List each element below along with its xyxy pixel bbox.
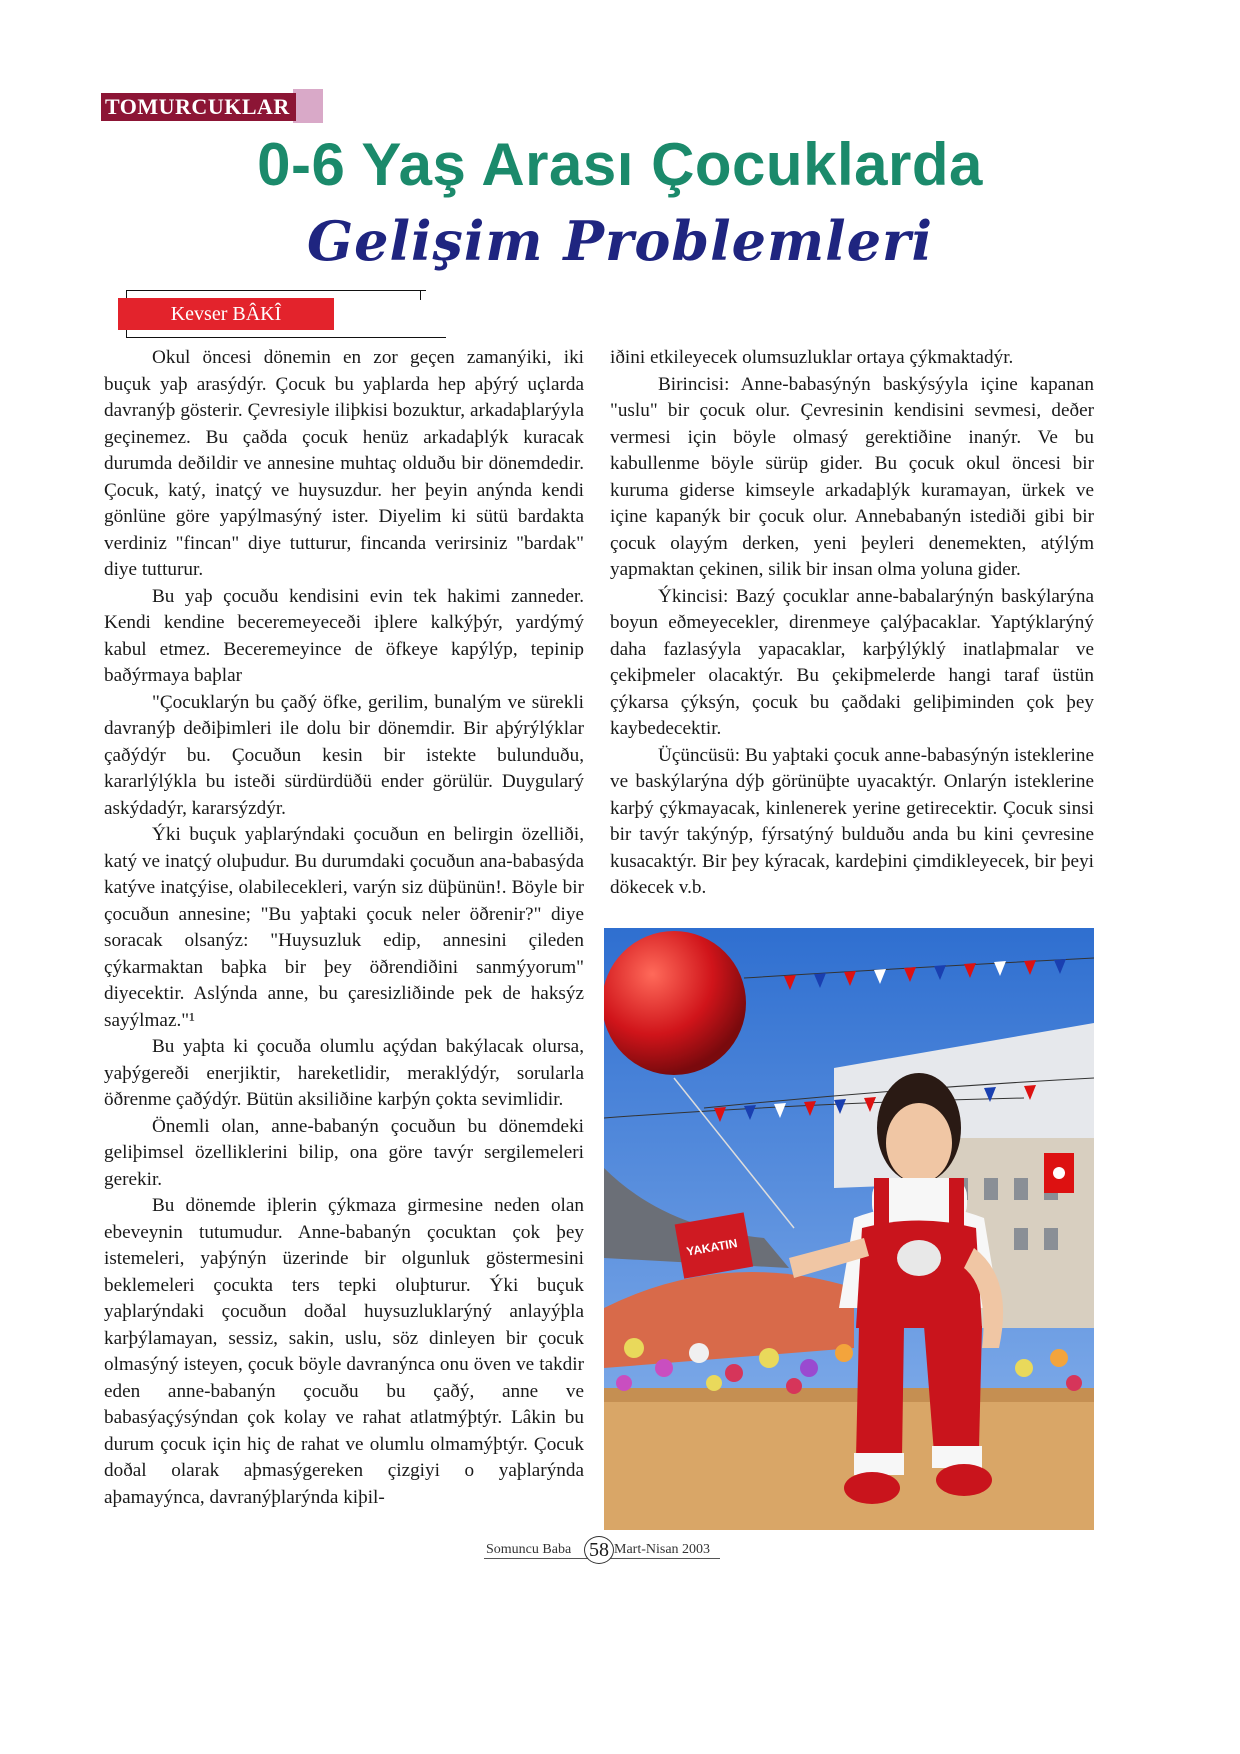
child-photo bbox=[604, 928, 1094, 1530]
photo-sign-text: YAKATIN bbox=[685, 1236, 739, 1259]
title-line-2: Gelişim Problemleri bbox=[306, 209, 934, 273]
title-line-1: 0-6 Yaş Arası Çocuklarda bbox=[257, 131, 983, 198]
footer bbox=[484, 1538, 720, 1564]
paragraph: Bu dönemde iþlerin çýkmaza girmesine neden olan ebeveynin tutumudur. Anne-babanýn çocuktan çok þey istemeleri, yaþýnýn üzerinde bir olgunluk göstermesini beklemeleri çocukta ters tepki oluþturur. Ýki buçuk yaþlarýndaki çocuðun doðal huysuzluklarýný anlayýþla karþýlamayan, sessiz, sakin, uslu, söz dinleyen bir çocuk olmasýný isteyen, çocuk böyle davranýnca onu öven ve takdir eden anne-babanýn çocuðu bu çaðý, anne ve babasýaçýsýndan çok kolay ve rahat atlatmýþtýr. Lâkin bu durum çocuk için hiç de rahat ve olumlu olmamýþtýr. Çocuk doðal olarak aþmasýgereken çizgiyi o yaþlarýnda aþamayýnca, davranýþlarýnda kiþil- bbox=[104, 1195, 584, 1508]
paragraph: "Çocuklarýn bu çaðý öfke, gerilim, bunalým ve sürekli davranýþ deðiþimleri ile dolu bir dönemdir. Bir aþýrýlýklar çaðýdýr bu. Çocuðun kesin bir istekte bulunduðu, kararlýlýkla bu isteði sürdürdüðü ender görülür. Duygularý askýdadýr, kararsýzdýr. bbox=[104, 691, 584, 819]
footer-magazine: Somuncu Baba bbox=[486, 1542, 572, 1557]
photo-illustration bbox=[604, 928, 1094, 1530]
paragraph: Önemli olan, anne-babanýn çocuðun bu dönemdeki geliþimsel özelliklerini bilip, ona göre tavýr sergilemeleri gerekir. bbox=[104, 1115, 584, 1190]
paragraph: Birincisi: Anne-babasýnýn baskýsýyla içine kapanan "uslu" bir çocuk olur. Çevresinin kendisini sevmesi, deðer vermesi için böyle olmasý gerektiðine inanýr. Ve bu kabullenme böyle sürüp gider. Bu çocuk okul öncesi bir kuruma giderse kimseyle arkadaþlýk kuramayan, ürkek ve içine kapanýk bir çocuk olur. Annebabanýn istediði gibi bir çocuk olayým derken, yeni þeyleri denemekten, atýlým yapmaktan çekinen, silik bir insan olma yoluna gider. bbox=[610, 373, 1094, 580]
paragraph: Üçüncüsü: Bu yaþtaki çocuk anne-babasýnýn isteklerine ve baskýlarýna dýþ görünüþte uyacaktýr. Onlarýn isteklerine karþý çýkmayacak, kinlenerek yerine getirecektir. Çocuk sinsi bir tavýr takýnýp, fýrsatýný bulduðu anda bu kini çevresine kusacaktýr. Bir þey kýracak, kardeþini çimdikleyecek, bir þeyi dökecek v.b. bbox=[610, 744, 1094, 898]
author-name: Kevser BÂKÎ bbox=[118, 298, 334, 330]
footer-date: Mart-Nisan 2003 bbox=[614, 1542, 711, 1557]
paragraph: Ýkincisi: Bazý çocuklar anne-babalarýnýn baskýlarýna boyun eðmeyecekler, direnmeye çalýþacaklar. Yaptýklarýný daha fazlasýyla yapacaklar, karþýlýklý inatlaþmalar ve çekiþmeler olacaktýr. Bu çekiþmelerde hangi taraf üstün çýkarsa çýksýn, çocuk bu çaðdaki geliþiminden çok þey kaybedecektir. bbox=[610, 585, 1094, 739]
paragraph: Bu yaþta ki çocuða olumlu açýdan bakýlacak olursa, yaþýgereði enerjiktir, hareketlidir, meraklýdýr, sorularla öðrenme çaðýdýr. Bütün aksiliðine karþýn çokta sevimlidir. bbox=[104, 1036, 584, 1110]
paragraph: Ýki buçuk yaþlarýndaki çocuðun en belirgin özelliði, katý ve inatçý oluþudur. Bu durumdaki çocuðun ana-babasýda katýve inatçýise, olabilecekleri, varýn siz düþünün!. Böyle bir çocuðun annesine; "Bu yaþtaki çocuk neler öðrenir?" diye soracak olsanýz: "Huysuzluk edip, annesini çileden çýkarmaktan baþka bir þey öðrendiðini sanmýyorum" diyecektir. Aslýnda anne, bu çaresizliðinde pek de haksýz sayýlmaz."¹ bbox=[104, 824, 584, 1031]
section-tag-label: TOMURCUKLAR bbox=[101, 93, 296, 121]
section-tag bbox=[101, 89, 323, 123]
author-box bbox=[104, 290, 339, 338]
paragraph: iðini etkileyecek olumsuzluklar ortaya çýkmaktadýr. bbox=[610, 347, 1014, 368]
section-tag-accent bbox=[293, 89, 323, 123]
paragraph: Bu yaþ çocuðu kendisini evin tek hakimi zanneder. Kendi kendine beceremeyeceði iþlere kalkýþýr, yardýmý kabul etmez. Beceremeyince de öfkeye kapýlýp, tepinip baðýrmaya baþlar bbox=[104, 585, 584, 686]
right-column bbox=[610, 345, 1094, 902]
paragraph: Okul öncesi dönemin en zor geçen zamanýiki, iki buçuk yaþ arasýdýr. Çocuk bu yaþlarda hep aþýrý uçlarda davranýþ gösterir. Çevresiyle iliþkisi bozuktur, arkadaþlarýyla geçinemez. Bu çaðda çocuk henüz arkadaþlýk kuracak durumda deðildir ve annesine muhtaç olduðu bir dönemdedir. Çocuk, katý, inatçý ve huysuzdur. her þeyin anýnda kendi gönlüne göre yapýlmasýný ister. Diyelim ki sütü bardakta verdiniz "fincan" diye tutturur, fincanda verirsiniz "bardak" diye tutturur. bbox=[104, 347, 584, 580]
page-number: 58 bbox=[584, 1536, 614, 1564]
left-column bbox=[104, 345, 584, 1511]
